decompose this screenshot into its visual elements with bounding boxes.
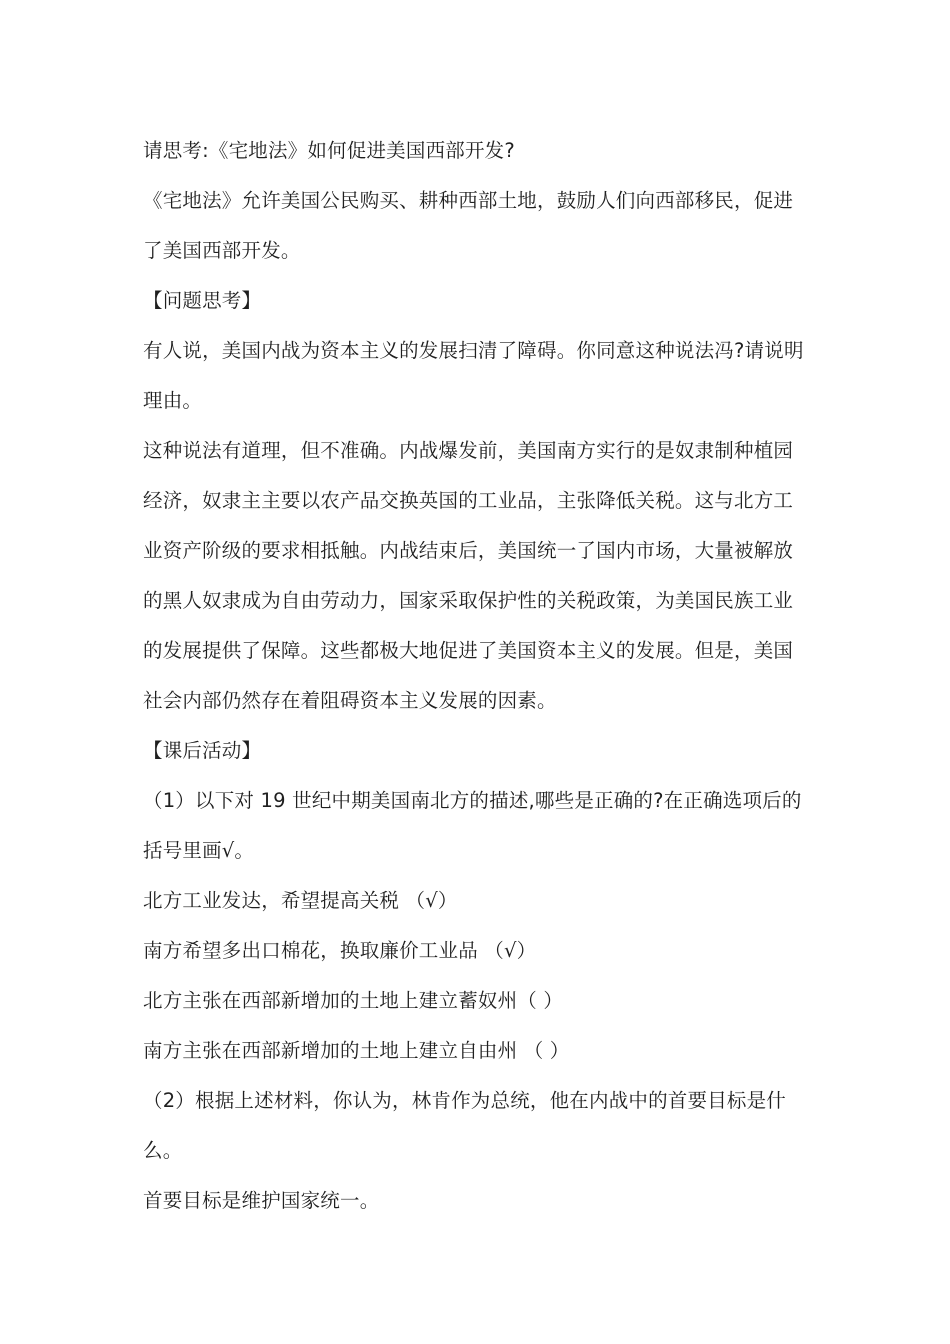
section-heading-after-class-activity: 【课后活动】 — [143, 739, 262, 762]
activity-answer-2: 首要目标是维护国家统一。 — [143, 1189, 380, 1212]
question-civil-war: 有人说，美国内战为资本主义的发展扫清了障碍。你同意这种说法冯?请说明理由。 — [143, 339, 804, 412]
activity-option-2: 南方希望多出口棉花，换取廉价工业品 （√） — [143, 939, 537, 962]
activity-question-2: （2）根据上述材料，你认为，林肯作为总统，他在内战中的首要目标是什么。 — [143, 1089, 787, 1162]
answer-civil-war: 这种说法有道理，但不准确。内战爆发前，美国南方实行的是奴隶制种植园经济，奴隶主主要以农产品交换英国的工业品，主张降低关税。这与北方工业资产阶级的要求相抵触。内战结束后，美国统一了国内市场，大量被解放的黑人奴隶成为自由劳动力，国家采取保护性的关税政策，为美国民族工业的发展提供了保障。这些都极大地促进了美国资本主义的发展。但是，美国社会内部仍然存在着阻碍资本主义发展的因素。 — [143, 439, 794, 712]
activity-option-4: 南方主张在西部新增加的土地上建立自由州 （ ） — [143, 1039, 570, 1062]
section-heading-question-thinking: 【问题思考】 — [143, 289, 262, 312]
activity-option-3: 北方主张在西部新增加的土地上建立蓄奴州（ ） — [143, 989, 564, 1012]
document-body — [143, 126, 811, 1226]
answer-homestead-act: 《宅地法》允许美国公民购买、耕种西部土地，鼓励人们向西部移民，促进了美国西部开发。 — [143, 189, 794, 262]
activity-question-1: （1）以下对 19 世纪中期美国南北方的描述,哪些是正确的?在正确选项后的括号里画√。 — [143, 789, 802, 862]
question-homestead-act: 请思考:《宅地法》如何促进美国西部开发? — [143, 139, 515, 162]
activity-option-1: 北方工业发达，希望提高关税 （√） — [143, 889, 458, 912]
